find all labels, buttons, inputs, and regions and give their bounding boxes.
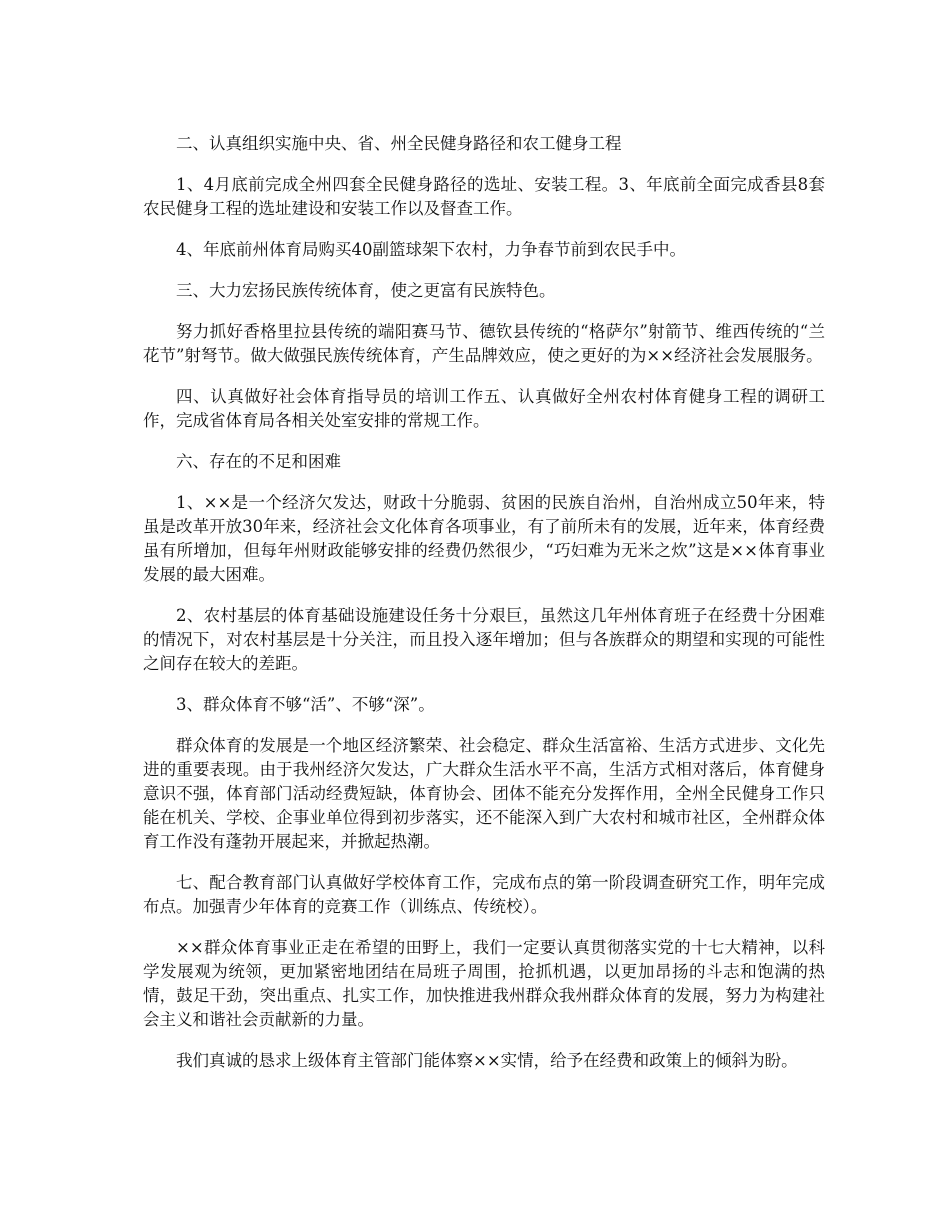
paragraph-difficulty-2: 2、农村基层的体育基础设施建设任务十分艰巨，虽然这几年州体育班子在经费十分困难的情况下，对农村基层是十分关注，而且投入逐年增加；但与各族群众的期望和实现的可能性之间存在较大的差距。 bbox=[143, 606, 825, 673]
section-heading-7: 七、配合教育部门认真做好学校体育工作，完成布点的第一阶段调查研究工作，明年完成布点。加强青少年体育的竞赛工作（训练点、传统校）。 bbox=[143, 873, 825, 916]
section-heading-2: 二、认真组织实施中央、省、州全民健身路径和农工健身工程 bbox=[176, 134, 622, 153]
section-heading-6: 六、存在的不足和困难 bbox=[176, 452, 341, 471]
paragraph-basketball-stands: 4、年底前州体育局购买40副篮球架下农村，力争春节前到农民手中。 bbox=[176, 240, 686, 259]
paragraph-difficulty-1: 1、××是一个经济欠发达，财政十分脆弱、贫困的民族自治州，自治州成立50年来，特虽是改革开放30年来，经济社会文化体育各项事业，有了前所未有的发展，近年来，体育经费虽有所增加，但每年州财政能够安排的经费仍然很少，“巧妇难为无米之炊”这是××体育事业发展的最大困难。 bbox=[143, 493, 825, 584]
paragraph-outlook: ××群众体育事业正走在希望的田野上，我们一定要认真贯彻落实党的十七大精神，以科学发展观为统领，更加紧密地团结在局班子周围，抢抓机遇，以更加昂扬的斗志和饱满的热情，鼓足干劲，突出重点、扎实工作，加快推进我州群众我州群众体育的发展，努力为构建社会主义和谐社会贡献新的力量。 bbox=[143, 938, 825, 1029]
document-body bbox=[143, 132, 825, 1090]
paragraph-fitness-path: 1、4月底前完成全州四套全民健身路径的选址、安装工程。3、年底前全面完成香县8套农民健身工程的选址建设和安装工作以及督查工作。 bbox=[143, 175, 825, 218]
paragraph-traditional-sports: 努力抓好香格里拉县传统的端阳赛马节、德钦县传统的“格萨尔”射箭节、维西传统的“兰花节”射弩节。做大做强民族传统体育，产生品牌效应，使之更好的为××经济社会发展服务。 bbox=[143, 322, 825, 365]
paragraph-difficulty-3: 3、群众体育不够“活”、不够“深”。 bbox=[176, 695, 435, 714]
section-heading-4-5: 四、认真做好社会体育指导员的培训工作五、认真做好全州农村体育健身工程的调研工作，完成省体育局各相关处室安排的常规工作。 bbox=[143, 387, 825, 430]
paragraph-request: 我们真诚的恳求上级体育主管部门能体察××实情，给予在经费和政策上的倾斜为盼。 bbox=[176, 1051, 798, 1070]
section-heading-3: 三、大力宏扬民族传统体育，使之更富有民族特色。 bbox=[176, 281, 556, 300]
paragraph-mass-sports: 群众体育的发展是一个地区经济繁荣、社会稳定、群众生活富裕、生活方式进步、文化先进的重要表现。由于我州经济欠发达，广大群众生活水平不高，生活方式相对落后，体育健身意识不强，体育部门活动经费短缺，体育协会、团体不能充分发挥作用，全州全民健身工作只能在机关、学校、企事业单位得到初步落实，还不能深入到广大农村和城市社区，全州群众体育工作没有蓬勃开展起来，并掀起热潮。 bbox=[143, 736, 825, 851]
